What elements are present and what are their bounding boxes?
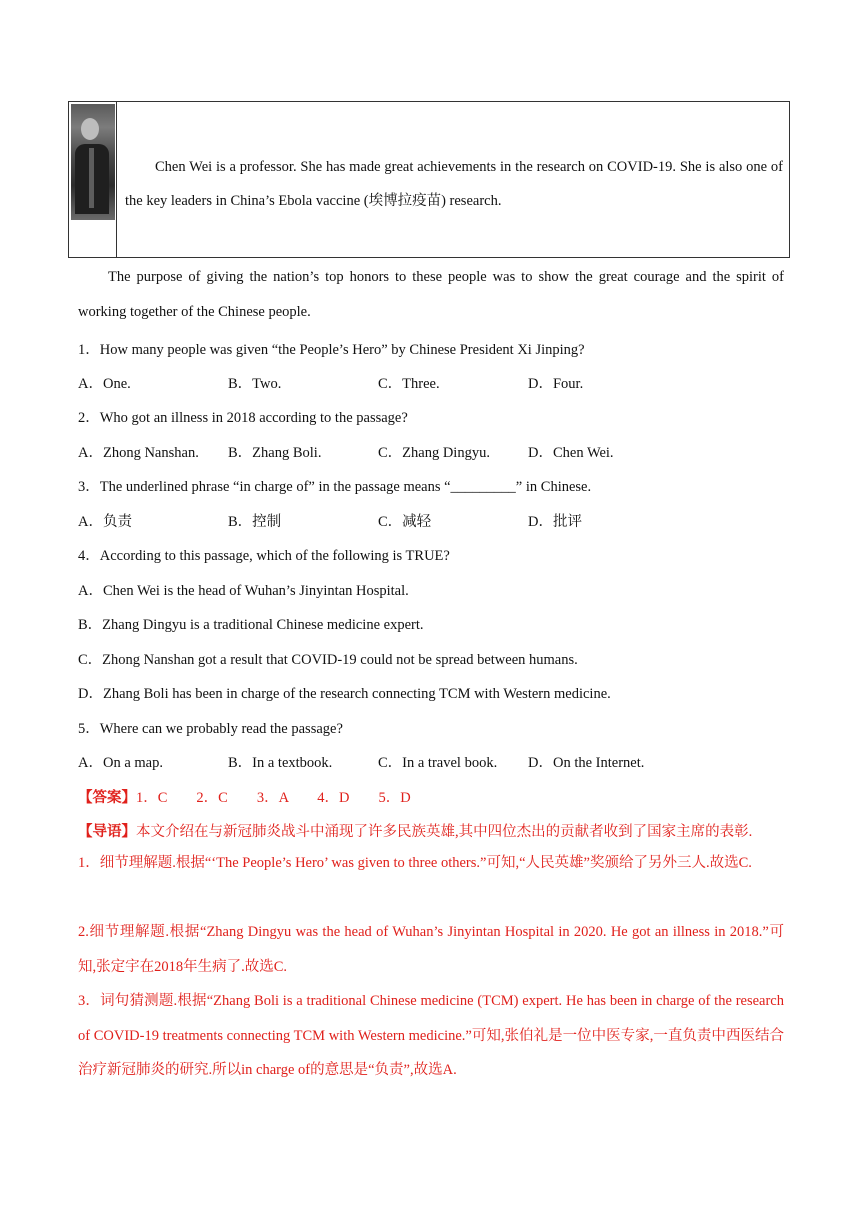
guide-line bbox=[78, 820, 784, 841]
explanation-1: 1．细节理解题.根据“‘The People’s Hero’ was given to three others.”可知,“人民英雄”奖颁给了另外三人.故选C. bbox=[78, 855, 752, 871]
hero-text-cell bbox=[117, 102, 789, 257]
q3-option-a: A．负责 bbox=[78, 514, 132, 530]
answer-line bbox=[78, 786, 784, 807]
guide-text: 本文介绍在与新冠肺炎战斗中涌现了许多民族英雄,其中四位杰出的贡献者收到了国家主席的表彰. bbox=[136, 824, 753, 840]
answer-text: 1．C 2．C 3．A 4．D 5．D bbox=[136, 790, 411, 806]
q2-option-d: D．Chen Wei. bbox=[528, 445, 614, 461]
q3-option-b: B．控制 bbox=[228, 514, 282, 530]
question-4-stem: 4．According to this passage, which of the following is TRUE? bbox=[78, 548, 450, 564]
explanation-2: 2.细节理解题.根据“Zhang Dingyu was the head of Wuhan’s Jinyintan Hospital in 2020. He got an illness in 2018.”可知,张定宇在2018年生病了.故选C. bbox=[78, 924, 784, 975]
chen-wei-photo bbox=[71, 104, 115, 220]
answer-label: 【答案】 bbox=[78, 790, 136, 806]
q1-option-b: B．Two. bbox=[228, 376, 282, 392]
q1-option-c: C．Three. bbox=[378, 376, 440, 392]
q4-option-b: B．Zhang Dingyu is a traditional Chinese medicine expert. bbox=[78, 617, 424, 633]
q4-option-a: A．Chen Wei is the head of Wuhan’s Jinyintan Hospital. bbox=[78, 583, 409, 599]
hero-description: Chen Wei is a professor. She has made great achievements in the research on COVID-19. She is also one of the key leaders in China’s Ebola vaccine (埃博拉疫苗) research. bbox=[125, 159, 783, 209]
q5-option-a: A．On a map. bbox=[78, 755, 163, 771]
explanation-3: 3．词句猜测题.根据“Zhang Boli is a traditional Chinese medicine (TCM) expert. He has been in charge of the research of COVID-19 treatments connecting TCM with Western medicine.”可知,张伯礼是一位中医专家,一直负责中西医结合治疗新冠肺炎的研究.所以in charge of的意思是“负责”,故选A. bbox=[78, 993, 784, 1078]
intro-paragraph: The purpose of giving the nation’s top honors to these people was to show the great courage and the spirit of working together of the Chinese people. bbox=[78, 269, 784, 320]
question-2-stem: 2．Who got an illness in 2018 according to the passage? bbox=[78, 410, 408, 426]
guide-label: 【导语】 bbox=[78, 824, 136, 840]
q5-option-c: C．In a travel book. bbox=[378, 755, 498, 771]
question-5-stem: 5．Where can we probably read the passage? bbox=[78, 721, 343, 737]
q1-option-a: A．One. bbox=[78, 376, 131, 392]
q5-option-b: B．In a textbook. bbox=[228, 755, 333, 771]
q5-option-d: D．On the Internet. bbox=[528, 755, 645, 771]
q1-option-d: D．Four. bbox=[528, 376, 584, 392]
q2-option-b: B．Zhang Boli. bbox=[228, 445, 322, 461]
q3-option-c: C．减轻 bbox=[378, 514, 432, 530]
q2-option-a: A．Zhong Nanshan. bbox=[78, 445, 199, 461]
question-3-stem: 3．The underlined phrase “in charge of” in the passage means “_________” in Chinese. bbox=[78, 479, 592, 495]
q4-option-d: D．Zhang Boli has been in charge of the research connecting TCM with Western medicine. bbox=[78, 686, 611, 702]
q4-option-c: C．Zhong Nanshan got a result that COVID-19 could not be spread between humans. bbox=[78, 652, 578, 668]
q3-option-d: D．批评 bbox=[528, 514, 582, 530]
photo-cell bbox=[69, 102, 117, 257]
hero-table bbox=[68, 101, 790, 258]
q2-option-c: C．Zhang Dingyu. bbox=[378, 445, 490, 461]
question-1-stem: 1．How many people was given “the People’s Hero” by Chinese President Xi Jinping? bbox=[78, 342, 585, 358]
